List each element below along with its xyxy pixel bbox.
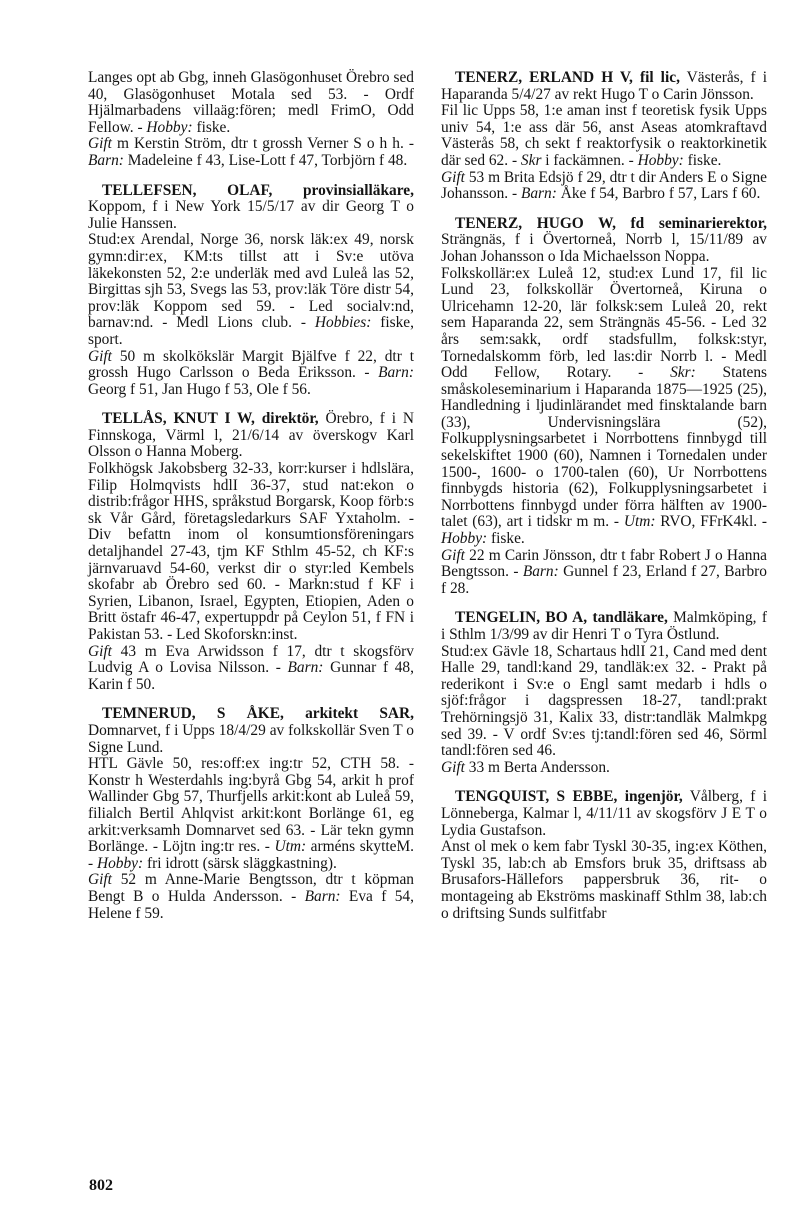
entry-name: TELLÅS, KNUT I W,	[102, 410, 255, 428]
entry-heading: TENGELIN, BO A, tandläkare, Malmköping, f i Sthlm 1/3/99 av dir Henri T o Tyra Östlund.	[441, 609, 767, 643]
barn-label: Barn:	[522, 563, 559, 581]
entry-name: TENERZ, HUGO W,	[455, 214, 616, 232]
hobby-label: Hobby:	[96, 854, 144, 872]
entry-gift: Gift 50 m skolkökslär Margit Bjälfve f 22, dtr t grossh Hugo Carlsson o Beda Eriksson. - Barn: Georg f 51, Jan Hugo f 53, Ole f 56.	[88, 347, 414, 398]
skr-label: Skr:	[670, 364, 696, 382]
entry-gift: Gift 33 m Berta Andersson.	[441, 758, 610, 776]
entry-gift: Gift 43 m Eva Arwidsson f 17, dtr t skogsförv Ludvig A o Lovisa Nilsson. - Barn: Gunnar f 48, Karin f 50.	[88, 642, 414, 693]
entry-body: Folkskollär:ex Luleå 12, stud:ex Lund 17, fil lic Lund 23, folkskollär Övertorneå, Kiruna o Ulricehamn 12-20, lär folksk:sem Luleå 20, rekt sem Haparanda 22, sem Strängnäs 45-56. - Led 32 års sem:sakk, ordf stadsfullm, folksk:styr, Tornedalskomm förb, led las:dir Norrb l. - Medl Odd Fellow, Rotary. - Skr: Statens småskoleseminarium i Haparanda 1875—1925 (25), Handledning i ljudinlärandet med finsktalande barn (33), Undervisningslära (52), Folkupplysningsarbetet i Norrbottens finnbygd till sekelskiftet 1900 (60), Namnen i Tornedalen under 1500-, 1600- o 1700-talen (60), Ur Norrbottens finnbygds historia (62), Folkupplysningsarbetet i Norrbottens finnbygd under förra hälften av 1900-talet (63), art i tidskr m m. - Utm: RVO, FFrK4kl. - Hobby: fiske.	[441, 264, 768, 548]
barn-label: Barn:	[88, 151, 124, 169]
entry-name: TENGELIN, BO A,	[455, 609, 588, 627]
right-column	[441, 70, 767, 935]
page-number: 802	[89, 1177, 113, 1194]
entry-title: ingenjör,	[624, 788, 683, 806]
entry-title: arkitekt SAR,	[305, 705, 414, 723]
entry-title: provinsialläkare,	[302, 181, 414, 199]
gift-label: Gift	[441, 758, 465, 776]
utm-label: Utm:	[623, 513, 656, 531]
entry-body: HTL Gävle 50, res:off:ex ing:tr 52, CTH 58. - Konstr h Westerdahls ing:byrå Gbg 54, arkit h prof Wallinder Gbg 57, Thurfjells arkit:kont ab Luleå 59, filialch Bertil Ahlqvist arkit:kont Borlänge 61, eg arkit:verksamh Domnarvet sed 63. - Lär tekn gymn Borlänge. - Löjtn ing:tr res. - Utm: arméns skytteM. - Hobby: fri idrott (särsk släggkastning).	[88, 755, 414, 872]
entry-title: direktör,	[261, 410, 319, 428]
entry-body: Anst ol mek o kem fabr Tyskl 30-35, ing:ex Köthen, Tyskl 35, lab:ch ab Emsfors bruk 35, driftsass ab Brusafors-Hällefors pappersbruk 36, rit- o montageing ab Ekströms maskinaff Sthlm 38, lab:ch o driftsing Sunds sulfitfabr	[441, 838, 767, 922]
barn-label: Barn:	[287, 659, 324, 677]
entry-gift: Gift 52 m Anne-Marie Bengtsson, dtr t köpman Bengt B o Hulda Andersson. - Barn: Eva f 54, Helene f 59.	[88, 871, 414, 922]
gift-label: Gift	[88, 135, 112, 153]
entry-heading: TELLÅS, KNUT I W, direktör, Örebro, f i N Finnskoga, Värml l, 21/6/14 av överskogv Karl Olsson o Hanna Moberg.	[88, 410, 414, 461]
entry-heading: TEMNERUD, S ÅKE, arkitekt SAR, Domnarvet, f i Upps 18/4/29 av folkskollär Sven T o Signe Lund.	[88, 705, 414, 756]
entry-continuation	[88, 70, 414, 170]
entry-body: Stud:ex Gävle 18, Schartaus hdlI 21, Cand med dent Halle 29, tandl:kand 29, tandläk:ex 32. - Prakt på rederikont i Sv:e o Engl samt medarb i hdls o sjöf:frågor i dagspressen 18-27, tandl:prakt Trehörningsjö 31, Kalix 33, distr:tandläk Malmkpg sed 39. - V ordf Sv:es tj:tandl:fören sed 46, Sörml tandl:fören sed 46.	[441, 642, 767, 760]
skr-label: Skr	[520, 151, 542, 169]
entry-gift: Gift m Kerstin Ström, dtr t grossh Verner S o h h. - Barn: Madeleine f 43, Lise-Lott f 47, Torbjörn f 48.	[88, 135, 414, 169]
entry-tenerz-erland	[441, 70, 767, 203]
hobby-label: Hobby:	[441, 530, 488, 548]
hobby-label: Hobby:	[146, 118, 193, 136]
entry-heading: TENERZ, HUGO W, fd seminarierektor, Strängnäs, f i Övertorneå, Norrb l, 15/11/89 av Johan Johansson o Ida Michaelsson Noppa.	[441, 214, 767, 265]
hobby-label: Hobby:	[637, 151, 684, 169]
barn-label: Barn:	[304, 887, 341, 905]
gift-label: Gift	[441, 546, 465, 564]
entry-name: TENGQUIST, S EBBE,	[455, 788, 618, 806]
entry-heading: TENGQUIST, S EBBE, ingenjör, Vålberg, f i Lönneberga, Kalmar l, 4/11/11 av skogsförv J E T o Lydia Gustafson.	[441, 788, 767, 839]
entry-gift: Gift 22 m Carin Jönsson, dtr t fabr Robert J o Hanna Bengtsson. - Barn: Gunnel f 23, Erland f 27, Barbro f 28.	[441, 546, 767, 597]
entry-temnerud	[88, 706, 414, 922]
entry-tengelin	[441, 610, 767, 776]
utm-label: Utm:	[274, 838, 307, 856]
entry-tellefsen	[88, 183, 414, 399]
entry-heading: TENERZ, ERLAND H V, fil lic, Västerås, f i Haparanda 5/4/27 av rekt Hugo T o Carin Jönsson.	[441, 69, 767, 103]
entry-heading: TELLEFSEN, OLAF, provinsialläkare, Koppom, f i New York 15/5/17 av dir Georg T o Julie Hanssen.	[88, 181, 414, 232]
entry-name: TENERZ, ERLAND H V,	[455, 69, 633, 86]
gift-label: Gift	[88, 871, 112, 889]
entry-gift: Gift 53 m Brita Edsjö f 29, dtr t dir Anders E o Signe Johansson. - Barn: Åke f 54, Barbro f 57, Lars f 60.	[441, 168, 767, 203]
entry-tenerz-hugo	[441, 216, 767, 598]
hobby-label: Hobbies:	[314, 314, 372, 332]
entry-title: fd seminarierektor,	[630, 214, 767, 232]
entry-title: fil lic,	[639, 69, 680, 86]
entry-tellas	[88, 411, 414, 693]
entry-title: tandläkare,	[592, 609, 668, 627]
left-column	[88, 70, 414, 935]
gift-label: Gift	[88, 347, 112, 365]
entry-body: Fil lic Upps 58, 1:e aman inst f teoretisk fysik Upps univ 54, 1:e ass där 56, anst Aseas atomkraftavd Västerås 58, ch sekt f reaktorfysik o reaktorkinetik där sed 62. - Skr i fackämnen. - Hobby: fiske.	[441, 102, 767, 169]
entry-body: Stud:ex Arendal, Norge 36, norsk läk:ex 49, norsk gymn:dir:ex, KM:ts tillst att i Sv:e utöva läkekonsten 52, 2:e underläk med avd Luleå las 52, Birgittas sjh 53, Svegs las 53, prov:läk Töre distr 54, prov:läk Koppom sed 59. - Led socialv:nd, barnav:nd. - Medl Lions club. - Hobbies: fiske, sport.	[88, 231, 414, 348]
entry-text: Langes opt ab Gbg, inneh Glasögonhuset Örebro sed 40, Glasögonhuset Motala sed 53. - Ordf Hjälmarbadens villaäg:fören; medl FrimO, Odd Fellow. - Hobby: fiske.	[88, 69, 414, 136]
barn-label: Barn:	[378, 364, 414, 382]
entry-name: TEMNERUD, S ÅKE,	[102, 705, 284, 723]
gift-label: Gift	[88, 642, 112, 660]
gift-label: Gift	[441, 168, 465, 186]
entry-name: TELLEFSEN, OLAF,	[102, 181, 273, 199]
barn-label: Barn:	[520, 185, 557, 203]
entry-body: Folkhögsk Jakobsberg 32-33, korr:kurser i hdlslära, Filip Holmqvists hdlI 36-37, stud nat:ekon o distrib:frågor HHS, språkstud Borgarsk, Koop förb:s sk Vår Gård, företagsledarkurs SAF Yxtaholm. - Div befattn inom ol konsumtionsföreningars detaljhandel 27-43, tjm KF Sthlm 45-52, ch KF:s järnvaruavd 54-60, verkst dir o styr:led Kembels skofabr ab Örebro sed 60. - Markn:stud f KF i Syrien, Libanon, Israel, Egypten, Etiopien, Aden o Britt östafr 46-47, expertuppdr på Ceylon 51, f FN i Pakistan 53. - Led Skoforskn:inst.	[88, 460, 414, 643]
entry-tengquist	[441, 789, 767, 922]
